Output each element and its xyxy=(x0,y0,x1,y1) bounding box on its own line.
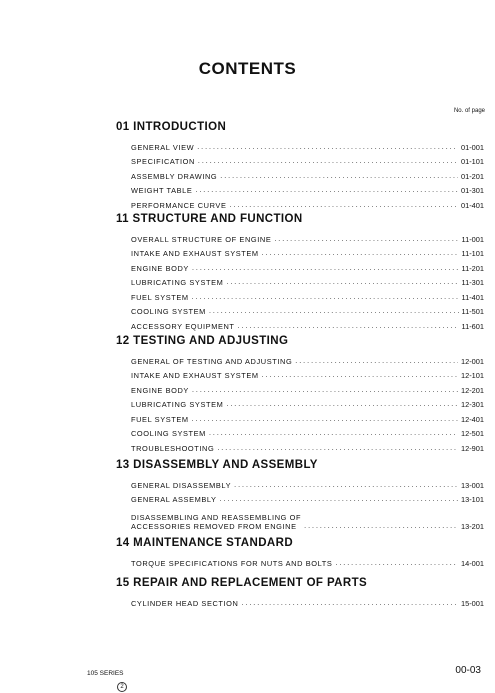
toc-entry xyxy=(131,504,484,531)
section-title: 15 REPAIR AND REPLACEMENT OF PARTS xyxy=(116,577,368,589)
entry-page-number: 13-001 xyxy=(460,480,484,490)
entry-label: ASSEMBLY DRAWING xyxy=(131,171,218,181)
entry-label: COOLING SYSTEM xyxy=(131,429,206,438)
series-label: 105 SERIES xyxy=(87,670,124,677)
entry-label: ENGINE BODY xyxy=(131,263,189,273)
dot-leader xyxy=(209,307,459,316)
toc-entry xyxy=(131,166,484,181)
page-title: CONTENTS xyxy=(198,59,297,78)
entry-page-number: 11-301 xyxy=(461,278,484,287)
toc-entry xyxy=(131,351,484,366)
entry-label: GENERAL ASSEMBLY xyxy=(131,495,217,504)
toc-entry xyxy=(131,380,484,395)
entry-label: GENERAL VIEW xyxy=(131,142,195,152)
entry-label: ENGINE BODY xyxy=(131,385,189,395)
dot-leader xyxy=(295,357,458,366)
entry-page-number: 12-001 xyxy=(460,356,484,366)
entry-label: GENERAL DISASSEMBLY xyxy=(131,480,232,490)
toc-entry xyxy=(131,273,484,288)
entry-label-line1: DISASSEMBLING AND REASSEMBLING OF xyxy=(131,513,302,522)
section-entries xyxy=(131,475,484,531)
section-entries xyxy=(131,593,484,608)
toc-entry xyxy=(131,593,484,608)
toc-entry xyxy=(131,438,484,453)
dot-leader xyxy=(229,201,458,210)
toc-entry xyxy=(131,258,484,273)
entry-page-number: 11-201 xyxy=(461,263,484,273)
dot-leader xyxy=(192,264,459,273)
toc-entry xyxy=(131,302,484,317)
entry-label: ACCESSORY EQUIPMENT xyxy=(131,321,235,331)
entry-label xyxy=(131,513,301,531)
dot-leader xyxy=(209,429,458,438)
section-entries xyxy=(131,229,484,331)
toc-entry xyxy=(131,553,484,568)
entry-page-number: 01-401 xyxy=(460,200,484,210)
entry-label: FUEL SYSTEM xyxy=(131,292,189,302)
revision-mark: 2 xyxy=(117,682,127,692)
entry-page-number: 14-001 xyxy=(460,558,484,568)
entry-label: WEIGHT TABLE xyxy=(131,186,193,195)
entry-page-number: 01-201 xyxy=(460,171,484,181)
dot-leader xyxy=(198,157,458,166)
page-number-column-header: No. of page xyxy=(453,108,485,114)
dot-leader xyxy=(192,415,458,424)
entry-page-number: 13-201 xyxy=(460,522,484,531)
entry-label: COOLING SYSTEM xyxy=(131,307,206,316)
dot-leader xyxy=(226,278,458,287)
dot-leader xyxy=(234,481,458,490)
entry-page-number: 12-301 xyxy=(460,400,484,409)
entry-label: LUBRICATING SYSTEM xyxy=(131,400,224,409)
toc-entry xyxy=(131,366,484,381)
entry-page-number: 12-201 xyxy=(460,385,484,395)
dot-leader xyxy=(274,235,458,244)
toc-entry xyxy=(131,424,484,439)
entry-page-number: 11-501 xyxy=(461,307,484,316)
entry-label: GENERAL OF TESTING AND ADJUSTING xyxy=(131,356,293,366)
toc-entry xyxy=(131,181,484,196)
entry-page-number: 15-001 xyxy=(460,598,484,608)
toc-entry xyxy=(131,152,484,167)
entry-page-number: 11-101 xyxy=(461,249,484,258)
entry-page-number: 12-501 xyxy=(460,429,484,438)
dot-leader xyxy=(304,522,458,531)
section-title: 13 DISASSEMBLY AND ASSEMBLY xyxy=(116,459,318,471)
dot-leader xyxy=(192,293,459,302)
toc-entry xyxy=(131,195,484,210)
entry-label: SPECIFICATION xyxy=(131,157,195,166)
entry-label: LUBRICATING SYSTEM xyxy=(131,278,224,287)
dot-leader xyxy=(335,559,458,568)
entry-label: FUEL SYSTEM xyxy=(131,414,189,424)
dot-leader xyxy=(241,599,458,608)
toc-entry xyxy=(131,475,484,490)
entry-page-number: 01-101 xyxy=(460,157,484,166)
entry-label: OVERALL STRUCTURE OF ENGINE xyxy=(131,234,272,244)
entry-page-number: 12-401 xyxy=(460,414,484,424)
dot-leader xyxy=(226,400,458,409)
dot-leader xyxy=(192,386,458,395)
entry-label-line2: ACCESSORIES REMOVED FROM ENGINE xyxy=(131,522,297,531)
toc-entry xyxy=(131,244,484,259)
entry-label: CYLINDER HEAD SECTION xyxy=(131,598,239,608)
entry-page-number: 11-601 xyxy=(461,321,484,331)
entry-label: TROUBLESHOOTING xyxy=(131,443,215,453)
toc-entry xyxy=(131,316,484,331)
entry-label: PERFORMANCE CURVE xyxy=(131,200,227,210)
entry-page-number: 01-301 xyxy=(460,186,484,195)
entry-label: INTAKE AND EXHAUST SYSTEM xyxy=(131,371,259,380)
toc-entry xyxy=(131,395,484,410)
entry-page-number: 12-101 xyxy=(460,371,484,380)
dot-leader xyxy=(197,143,458,152)
entry-page-number: 11-401 xyxy=(461,292,484,302)
toc-entry xyxy=(131,137,484,152)
dot-leader xyxy=(220,172,458,181)
toc-entry xyxy=(131,229,484,244)
dot-leader xyxy=(262,249,459,258)
section-entries xyxy=(131,351,484,453)
section-entries xyxy=(131,553,484,568)
toc-entry xyxy=(131,409,484,424)
toc-entry xyxy=(131,490,484,505)
dot-leader xyxy=(262,371,458,380)
entry-page-number: 11-001 xyxy=(461,234,484,244)
entry-label: INTAKE AND EXHAUST SYSTEM xyxy=(131,249,259,258)
entry-label: TORQUE SPECIFICATIONS FOR NUTS AND BOLTS xyxy=(131,558,333,568)
entry-page-number: 12-901 xyxy=(460,443,484,453)
section-title: 01 INTRODUCTION xyxy=(116,121,227,133)
dot-leader xyxy=(238,322,459,331)
page-number: 00-03 xyxy=(455,665,481,676)
dot-leader xyxy=(195,186,458,195)
dot-leader xyxy=(220,495,458,504)
section-title: 12 TESTING AND ADJUSTING xyxy=(116,335,289,347)
dot-leader xyxy=(217,444,458,453)
entry-page-number: 13-101 xyxy=(460,495,484,504)
section-title: 14 MAINTENANCE STANDARD xyxy=(116,537,294,549)
toc-entry xyxy=(131,287,484,302)
section-title: 11 STRUCTURE AND FUNCTION xyxy=(116,213,303,225)
section-entries xyxy=(131,137,484,210)
entry-page-number: 01-001 xyxy=(460,142,484,152)
